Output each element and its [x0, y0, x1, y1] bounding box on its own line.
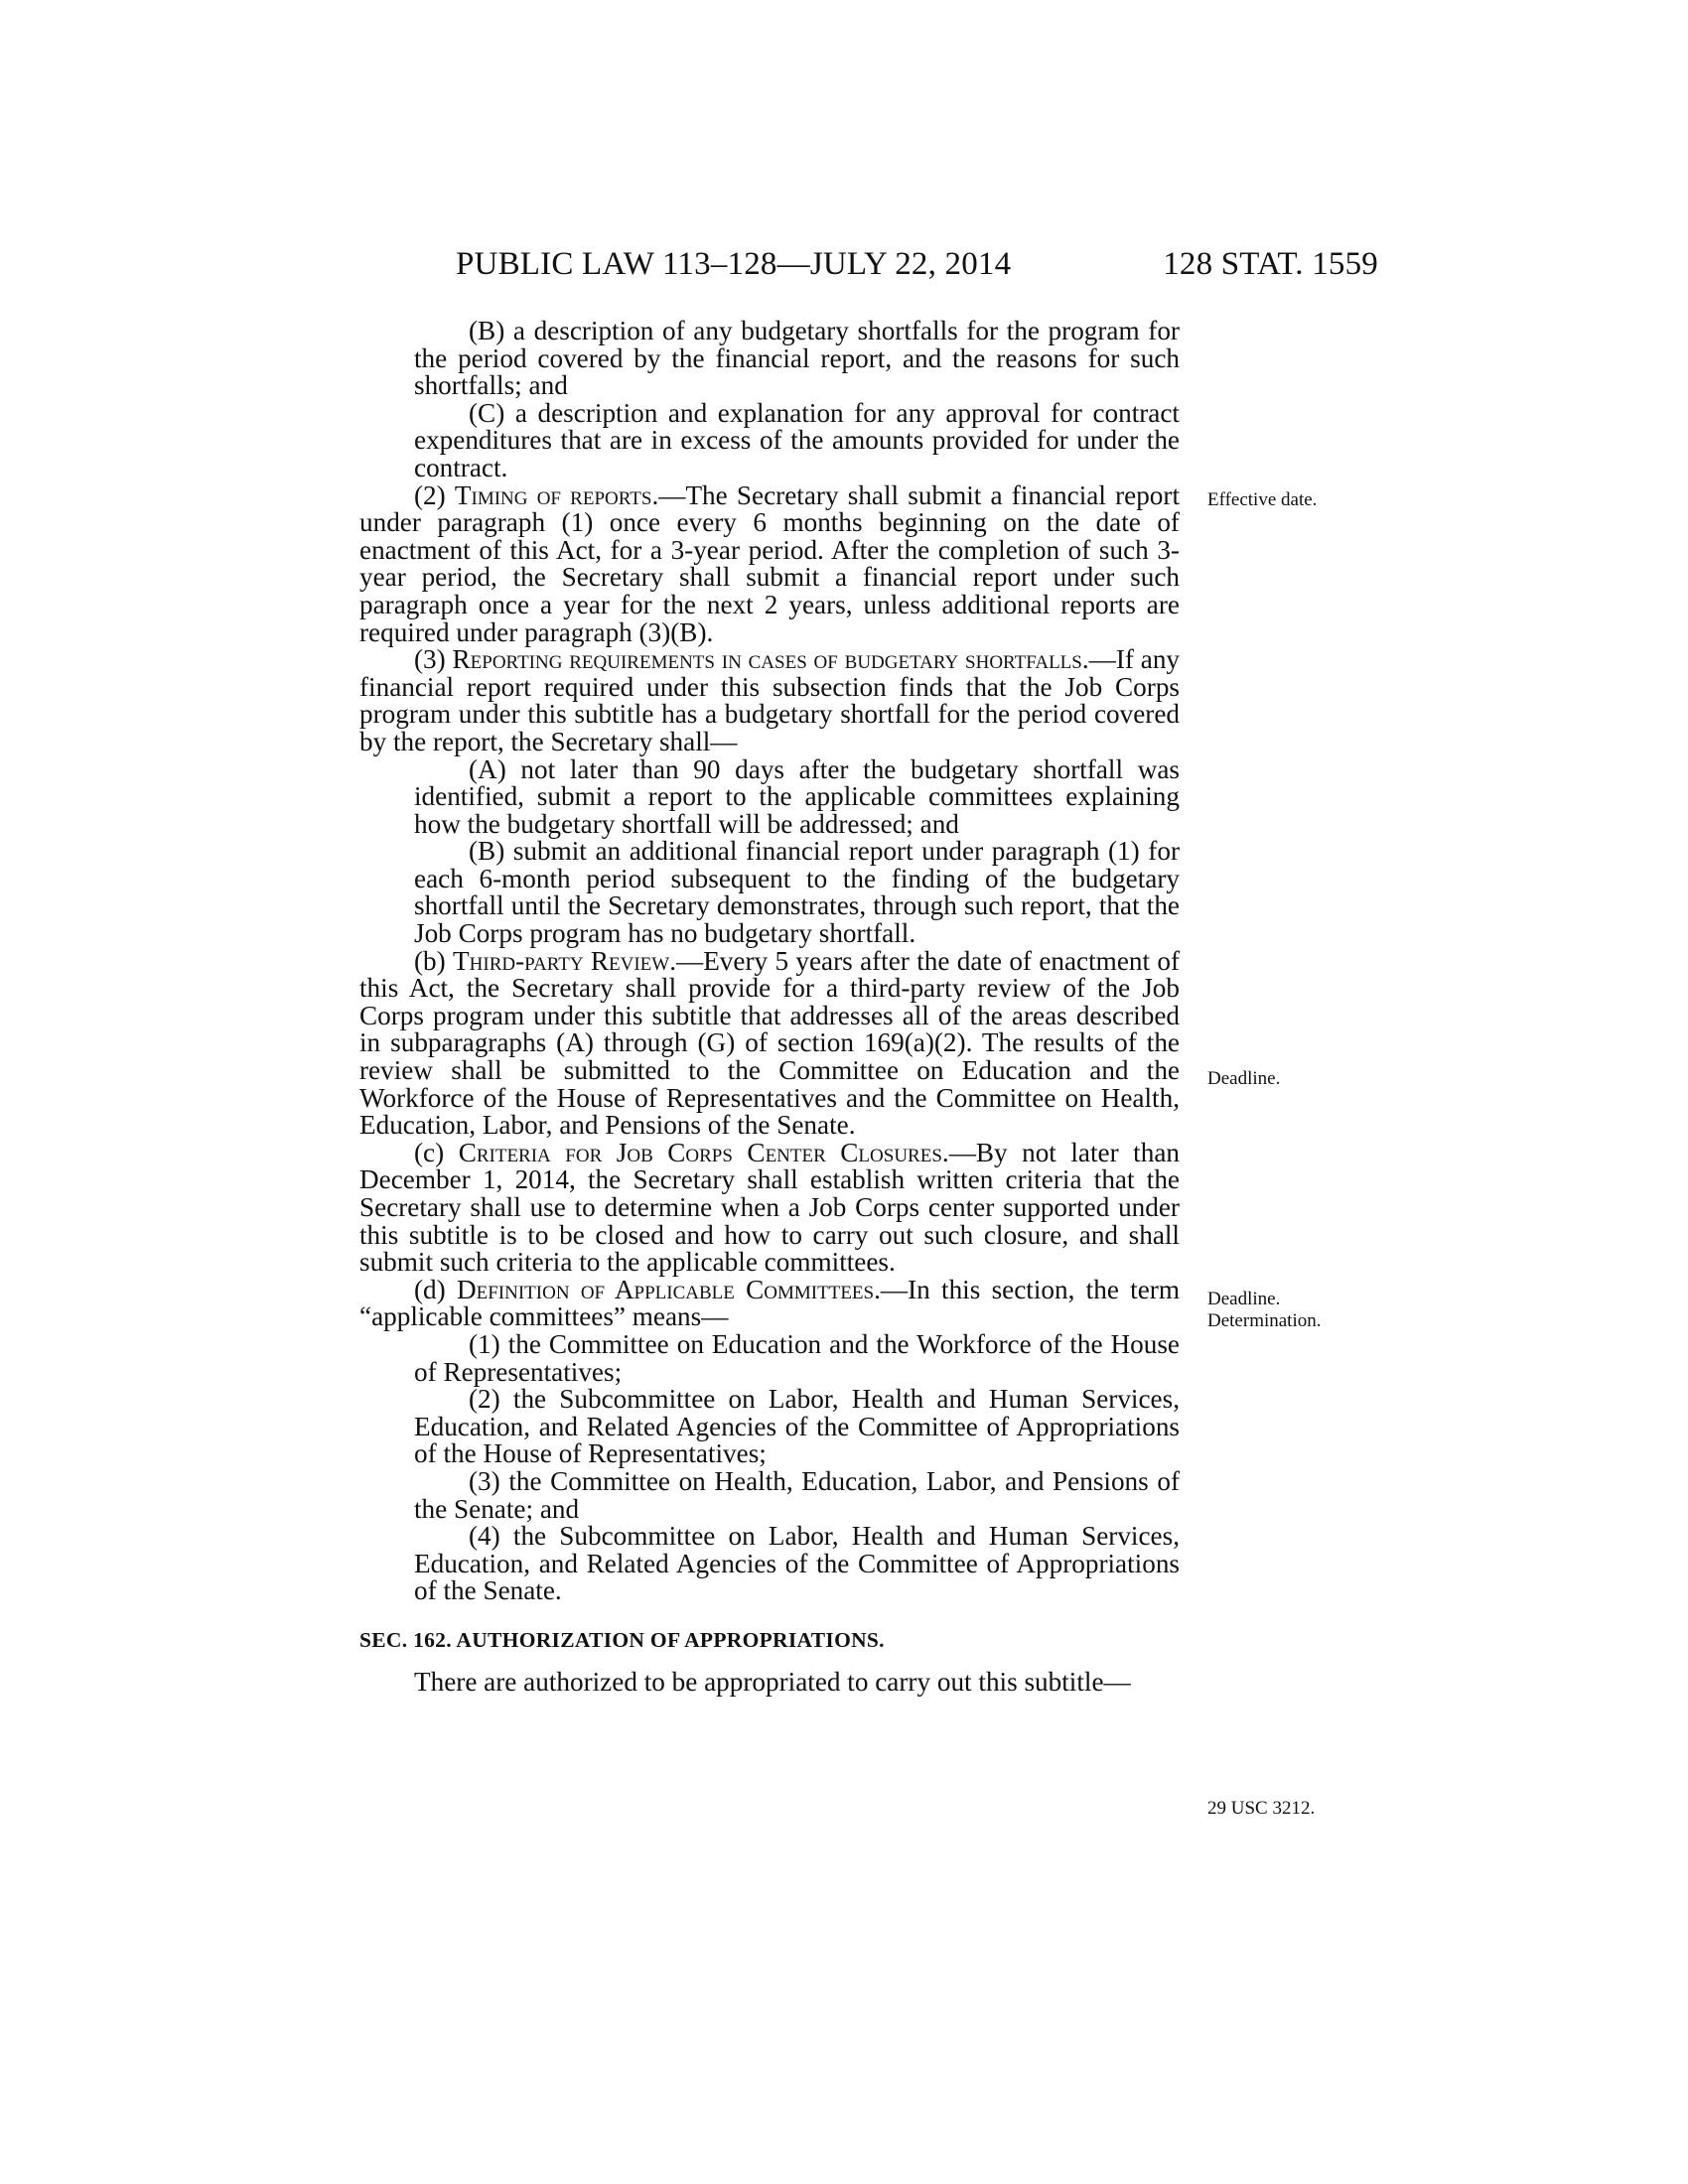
subsection-number: (d): [414, 1274, 446, 1304]
paragraph-heading: Timing of reports.: [454, 479, 659, 510]
subsection-b-third-party-review: [359, 945, 1181, 1141]
margin-note-effective-date: Effective date.: [1207, 489, 1318, 510]
paragraph-heading: Reporting requirements in cases of budgetary shortfalls.: [452, 644, 1089, 675]
subsection-heading: Definition of Applicable Committees.: [456, 1274, 881, 1304]
subsection-number: (b): [414, 945, 446, 976]
section-heading-162: SEC. 162. AUTHORIZATION OF APPROPRIATIONS.: [359, 1627, 885, 1652]
subsection-text: —By not later than December 1, 2014, the Secretary shall establish written criteria that the Secretary shall use to determine when a Job Corps center supported under this subtitle is to be closed and how to carry out such closure, and shall submit such criteria to the applicable committees.: [359, 1137, 1180, 1278]
margin-note-usc-citation: 29 USC 3212.: [1207, 1798, 1316, 1819]
paragraph-b-additional-financial-report: (B) submit an additional financial report under paragraph (1) for each 6-month period subsequent to the finding of the budgetary shortfall until the Secretary demonstrates, through such report, that the Job Corps program has no budgetary shortfall.: [414, 836, 1180, 949]
subsection-c-center-closures: [359, 1137, 1180, 1278]
subsection-text: —In this section, the term “applicable committees” means—: [359, 1274, 1180, 1332]
page-body: [359, 318, 1180, 1696]
subsection-d-definition: [359, 1274, 1180, 1332]
authorization-paragraph: There are authorized to be appropriated to carry out this subtitle—: [414, 1666, 1131, 1697]
subsection-number: (c): [414, 1137, 445, 1167]
paragraph-b-budgetary-shortfalls: (B) a description of any budgetary shortfalls for the program for the period covered by the financial report, and the reasons for such shortfalls; and: [414, 316, 1180, 401]
definition-item-2: (2) the Subcommittee on Labor, Health and Human Services, Education, and Related Agencies of the Committee of Appropriations of the House of Representatives;: [414, 1384, 1180, 1469]
subsection-heading: Criteria for Job Corps Center Closures.: [458, 1137, 949, 1167]
paragraph-number: (2): [414, 479, 446, 510]
paragraph-a-not-later-than-90-days: (A) not later than 90 days after the budgetary shortfall was identified, submit a report to the applicable committees explaining how the budgetary shortfall will be addressed; and: [414, 753, 1180, 839]
definition-item-3: (3) the Committee on Health, Education, Labor, and Pensions of the Senate; and: [414, 1465, 1180, 1524]
running-head-stat-page: 128 STAT. 1559: [1163, 246, 1378, 282]
definition-item-4: (4) the Subcommittee on Labor, Health and Human Services, Education, and Related Agencies of the Committee of Appropriations of the Senate.: [414, 1521, 1180, 1606]
margin-note-determination: Determination.: [1207, 1310, 1322, 1331]
paragraph-3-reporting-requirements: [359, 646, 1180, 755]
subsection-heading: Third-party Review.: [453, 945, 677, 976]
margin-note-deadline-2: Deadline.: [1207, 1289, 1281, 1309]
paragraph-2-timing-of-reports: [359, 479, 1180, 647]
running-head-title: PUBLIC LAW 113–128—JULY 22, 2014: [456, 246, 1012, 282]
paragraph-text: —If any financial report required under this subsection finds that the Job Corps program under this subtitle has a budgetary shortfall for the period covered by the report, the Secretary shall—: [359, 644, 1181, 756]
margin-note-deadline-1: Deadline.: [1207, 1068, 1281, 1089]
paragraph-number: (3): [414, 644, 446, 675]
definition-item-1: (1) the Committee on Education and the Workforce of the House of Representatives;: [414, 1328, 1180, 1387]
paragraph-c-contract-expenditures: (C) a description and explanation for any approval for contract expenditures that are in excess of the amounts provided for under the contract.: [414, 397, 1180, 482]
subsection-text: —Every 5 years after the date of enactment of this Act, the Secretary shall provide for a third-party review of the Job Corps program under this subtitle that addresses all of the areas described in subparagraphs (A) through (G) of section 169(a)(2). The results of the review shall be submitted to the Committee on Education and the Workforce of the House of Representatives and the Committee on Health, Education, Labor, and Pensions of the Senate.: [359, 945, 1181, 1141]
paragraph-text: —The Secretary shall submit a financial report under paragraph (1) once every 6 months beginning on the date of enactment of this Act, for a 3-year period. After the completion of such 3-year period, the Secretary shall submit a financial report under such paragraph once a year for the next 2 years, unless additional reports are required under paragraph (3)(B).: [359, 479, 1180, 647]
